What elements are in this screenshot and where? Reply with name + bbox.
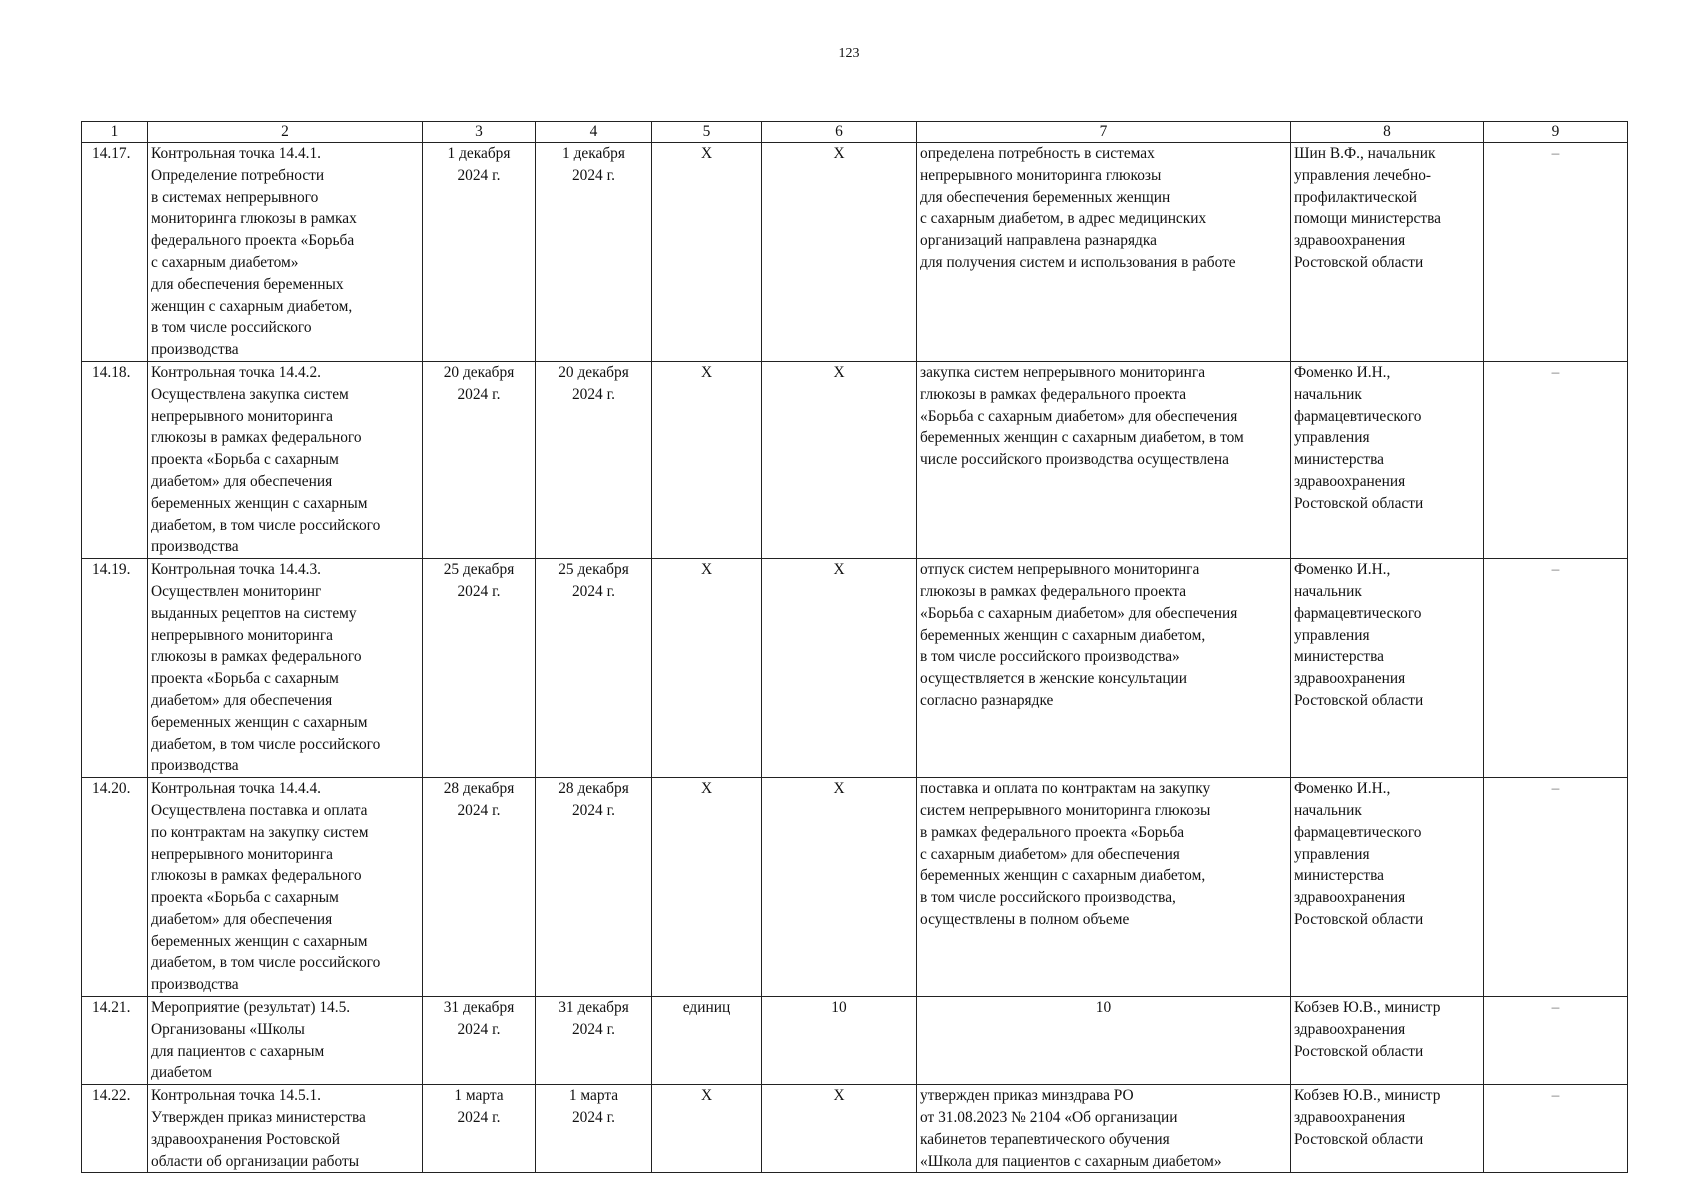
end-date-cell	[536, 1085, 652, 1173]
event-name-line: Осуществлен мониторинг	[151, 582, 322, 600]
start-date-cell	[423, 559, 536, 778]
result-cell	[917, 361, 1291, 558]
event-name-cell	[148, 143, 423, 362]
responsible-line: Кобзев Ю.В., министр	[1294, 1087, 1441, 1105]
result-cell	[917, 997, 1291, 1085]
result-line: с сахарным диабетом» для обеспечения	[920, 845, 1180, 863]
note-cell	[1484, 1085, 1628, 1173]
responsible-line: фармацевтического	[1294, 407, 1422, 425]
responsible-line: Ростовской области	[1294, 494, 1424, 512]
responsible-line: Ростовской области	[1294, 1130, 1424, 1148]
event-name-line: Контрольная точка 14.4.2.	[151, 363, 322, 381]
start-date-line: 2024 г.	[457, 801, 501, 819]
event-name-line: по контрактам на закупку систем	[151, 823, 369, 841]
row-number-cell	[82, 778, 148, 997]
plan-value: Х	[833, 561, 845, 579]
end-date-line: 2024 г.	[571, 1109, 616, 1127]
result-line: беременных женщин с сахарным диабетом,	[920, 626, 1206, 644]
responsible-line: здравоохранения	[1294, 472, 1406, 490]
event-name-line: здравоохранения Ростовской	[151, 1130, 340, 1148]
event-name-line: диабетом» для обеспечения	[151, 472, 333, 490]
note-cell	[1484, 997, 1628, 1085]
result-line: от 31.08.2023 № 2104 «Об организации	[920, 1109, 1178, 1127]
table-row	[82, 997, 1628, 1085]
end-date-line: 2024 г.	[571, 582, 616, 600]
result-line: согласно разнарядке	[920, 691, 1054, 709]
result-line: непрерывного мониторинга глюкозы	[920, 166, 1162, 184]
responsible-line: Ростовской области	[1294, 1042, 1424, 1060]
unit-value: Х	[700, 145, 713, 162]
start-date-line: 2024 г.	[457, 166, 501, 184]
result-line: организаций направлена разнарядка	[920, 232, 1157, 250]
plan-value-cell	[762, 997, 917, 1085]
responsible-cell	[1291, 559, 1484, 778]
header-row	[82, 122, 1628, 143]
event-name-line: проекта «Борьба с сахарным	[151, 889, 339, 907]
end-date-cell	[536, 361, 652, 558]
responsible-line: Фоменко И.Н.,	[1294, 780, 1391, 798]
responsible-cell	[1291, 1085, 1484, 1173]
responsible-line: Шин В.Ф., начальник	[1294, 145, 1436, 162]
event-name-line: производства	[151, 538, 239, 556]
event-name-line: Контрольная точка 14.4.1.	[151, 145, 322, 162]
row-number: 14.18.	[92, 363, 131, 381]
event-name-line: проекта «Борьба с сахарным	[151, 670, 339, 688]
plan-value-cell	[762, 1085, 917, 1173]
result-line: «Борьба с сахарным диабетом» для обеспечения	[920, 604, 1238, 622]
event-name-line: Контрольная точка 14.4.4.	[151, 780, 322, 798]
event-name-line: Определение потребности	[151, 166, 325, 184]
table-row	[82, 778, 1628, 997]
note-value: –	[1551, 363, 1560, 381]
row-number: 14.22.	[92, 1087, 131, 1105]
responsible-line: Ростовской области	[1294, 691, 1424, 709]
end-date-line: 2024 г.	[571, 385, 616, 403]
event-name-line: диабетом» для обеспечения	[151, 691, 333, 709]
result-line: в том числе российского производства»	[920, 648, 1180, 666]
responsible-line: управления	[1294, 845, 1370, 863]
event-name-cell	[148, 559, 423, 778]
row-number-cell	[82, 559, 148, 778]
responsible-line: начальник	[1294, 801, 1362, 819]
note-value: –	[1551, 780, 1560, 798]
event-name-line: диабетом, в том числе российского	[151, 954, 381, 972]
event-name-line: в том числе российского	[151, 319, 312, 337]
column-header: 6	[762, 122, 917, 143]
plan-value: Х	[833, 780, 845, 798]
event-name-line: диабетом, в том числе российского	[151, 735, 381, 753]
column-header: 2	[148, 122, 423, 143]
unit-cell	[652, 778, 762, 997]
responsible-line: начальник	[1294, 582, 1362, 600]
event-name-line: женщин с сахарным диабетом,	[151, 297, 353, 315]
table-row	[82, 143, 1628, 362]
start-date-line: 25 декабря	[443, 561, 515, 579]
responsible-cell	[1291, 997, 1484, 1085]
end-date-line: 1 декабря	[562, 145, 625, 162]
plan-value-cell	[762, 559, 917, 778]
result-line: утвержден приказ минздрава РО	[920, 1087, 1134, 1105]
result-line: закупка систем непрерывного мониторинга	[920, 363, 1206, 381]
start-date-cell	[423, 778, 536, 997]
event-name-line: диабетом» для обеспечения	[151, 910, 333, 928]
result-cell	[917, 1085, 1291, 1173]
responsible-line: управления	[1294, 429, 1370, 447]
end-date-line: 2024 г.	[571, 166, 616, 184]
row-number-cell	[82, 361, 148, 558]
start-date-line: 28 декабря	[443, 780, 515, 798]
event-name-line: глюкозы в рамках федерального	[151, 648, 362, 666]
row-number-cell	[82, 997, 148, 1085]
unit-value: Х	[700, 363, 713, 381]
responsible-line: министерства	[1294, 867, 1384, 885]
end-date-cell	[536, 559, 652, 778]
responsible-cell	[1291, 778, 1484, 997]
event-name-line: беременных женщин с сахарным	[151, 713, 368, 731]
end-date-line: 2024 г.	[571, 1020, 616, 1038]
column-header: 9	[1484, 122, 1628, 143]
end-date-cell	[536, 778, 652, 997]
column-header: 7	[917, 122, 1291, 143]
event-name-line: беременных женщин с сахарным	[151, 494, 368, 512]
start-date-cell	[423, 1085, 536, 1173]
event-name-line: Осуществлена поставка и оплата	[151, 801, 368, 819]
unit-cell	[652, 997, 762, 1085]
event-name-line: непрерывного мониторинга	[151, 626, 333, 644]
responsible-line: здравоохранения	[1294, 889, 1406, 907]
result-line: в том числе российского производства,	[920, 889, 1176, 907]
result-line: в рамках федерального проекта «Борьба	[920, 823, 1185, 841]
event-name-line: области об организации работы	[151, 1152, 360, 1170]
start-date-cell	[423, 361, 536, 558]
event-name-line: Организованы «Школы	[151, 1020, 305, 1038]
responsible-line: управления лечебно-	[1294, 166, 1432, 184]
event-name-line: для обеспечения беременных	[151, 275, 344, 293]
responsible-line: Фоменко И.Н.,	[1294, 363, 1391, 381]
note-value: –	[1551, 145, 1560, 162]
event-name-cell	[148, 361, 423, 558]
event-name-cell	[148, 1085, 423, 1173]
event-name-line: глюкозы в рамках федерального	[151, 867, 362, 885]
event-name-line: диабетом, в том числе российского	[151, 516, 381, 534]
event-name-line: диабетом	[151, 1064, 213, 1082]
plan-value: Х	[833, 363, 845, 381]
responsible-line: управления	[1294, 626, 1370, 644]
event-name-line: в системах непрерывного	[151, 188, 319, 206]
end-date-line: 1 марта	[568, 1087, 619, 1105]
start-date-line: 2024 г.	[457, 582, 501, 600]
event-name-cell	[148, 778, 423, 997]
result-line: 10	[1095, 999, 1112, 1017]
end-date-line: 25 декабря	[558, 561, 629, 579]
event-name-line: производства	[151, 976, 239, 994]
result-line: определена потребность в системах	[920, 145, 1155, 162]
responsible-line: здравоохранения	[1294, 1109, 1406, 1127]
table-row	[82, 361, 1628, 558]
result-cell	[917, 778, 1291, 997]
column-header: 8	[1291, 122, 1484, 143]
result-line: отпуск систем непрерывного мониторинга	[920, 561, 1200, 579]
plan-table	[81, 121, 1628, 1173]
event-name-cell	[148, 997, 423, 1085]
result-line: осуществлены в полном объеме	[920, 910, 1130, 928]
responsible-line: Кобзев Ю.В., министр	[1294, 999, 1441, 1017]
unit-value: Х	[700, 780, 713, 798]
end-date-cell	[536, 997, 652, 1085]
start-date-line: 1 декабря	[447, 145, 511, 162]
column-header: 4	[536, 122, 652, 143]
responsible-line: начальник	[1294, 385, 1362, 403]
event-name-line: мониторинга глюкозы в рамках	[151, 210, 357, 228]
note-value: –	[1551, 1087, 1560, 1105]
responsible-line: министерства	[1294, 648, 1384, 666]
start-date-cell	[423, 997, 536, 1085]
unit-cell	[652, 361, 762, 558]
result-line: для обеспечения беременных женщин	[920, 188, 1171, 206]
start-date-line: 2024 г.	[457, 1020, 501, 1038]
responsible-line: фармацевтического	[1294, 604, 1422, 622]
event-name-line: Утвержден приказ министерства	[151, 1109, 366, 1127]
table-row	[82, 559, 1628, 778]
table-body	[82, 143, 1628, 1173]
plan-value-cell	[762, 143, 917, 362]
event-name-line: непрерывного мониторинга	[151, 845, 333, 863]
start-date-cell	[423, 143, 536, 362]
responsible-cell	[1291, 361, 1484, 558]
result-line: глюкозы в рамках федерального проекта	[920, 385, 1187, 403]
row-number: 14.20.	[92, 780, 131, 798]
result-line: поставка и оплата по контрактам на закупку	[920, 780, 1211, 798]
note-cell	[1484, 143, 1628, 362]
event-name-line: для пациентов с сахарным	[151, 1042, 325, 1060]
unit-value: Х	[700, 561, 713, 579]
start-date-line: 2024 г.	[457, 1109, 501, 1127]
result-line: «Школа для пациентов с сахарным диабетом»	[920, 1152, 1222, 1170]
result-line: числе российского производства осуществлена	[920, 451, 1229, 469]
result-line: беременных женщин с сахарным диабетом, в том	[920, 429, 1244, 447]
event-name-line: выданных рецептов на систему	[151, 604, 357, 622]
end-date-line: 20 декабря	[558, 363, 629, 381]
responsible-line: здравоохранения	[1294, 1020, 1406, 1038]
responsible-cell	[1291, 143, 1484, 362]
start-date-line: 31 декабря	[443, 999, 515, 1017]
row-number: 14.17.	[92, 145, 131, 162]
row-number-cell	[82, 143, 148, 362]
event-name-line: непрерывного мониторинга	[151, 407, 333, 425]
plan-value: 10	[831, 999, 847, 1017]
unit-cell	[652, 559, 762, 778]
responsible-line: Ростовской области	[1294, 910, 1424, 928]
responsible-line: здравоохранения	[1294, 232, 1406, 250]
event-name-line: Контрольная точка 14.5.1.	[151, 1087, 322, 1105]
plan-value-cell	[762, 778, 917, 997]
event-name-line: Контрольная точка 14.4.3.	[151, 561, 322, 579]
result-line: систем непрерывного мониторинга глюкозы	[920, 801, 1211, 819]
responsible-line: помощи министерства	[1294, 210, 1441, 228]
result-line: кабинетов терапевтического обучения	[920, 1130, 1170, 1148]
responsible-line: министерства	[1294, 451, 1384, 469]
event-name-line: проекта «Борьба с сахарным	[151, 451, 339, 469]
event-name-line: производства	[151, 757, 239, 775]
result-cell	[917, 559, 1291, 778]
note-cell	[1484, 559, 1628, 778]
event-name-line: производства	[151, 341, 239, 359]
event-name-line: глюкозы в рамках федерального	[151, 429, 362, 447]
plan-value: Х	[833, 145, 845, 162]
result-line: беременных женщин с сахарным диабетом,	[920, 867, 1206, 885]
result-line: осуществляется в женские консультации	[920, 670, 1188, 688]
column-header: 5	[652, 122, 762, 143]
responsible-line: Ростовской области	[1294, 253, 1424, 271]
result-line: с сахарным диабетом, в адрес медицинских	[920, 210, 1207, 228]
note-cell	[1484, 361, 1628, 558]
row-number: 14.21.	[92, 999, 131, 1017]
responsible-line: фармацевтического	[1294, 823, 1422, 841]
unit-value: единиц	[682, 999, 731, 1017]
row-number: 14.19.	[92, 561, 131, 579]
end-date-cell	[536, 143, 652, 362]
start-date-line: 1 марта	[454, 1087, 504, 1105]
plan-value: Х	[833, 1087, 845, 1105]
result-cell	[917, 143, 1291, 362]
result-line: для получения систем и использования в работе	[920, 253, 1236, 271]
responsible-line: Фоменко И.Н.,	[1294, 561, 1391, 579]
note-value: –	[1551, 561, 1560, 579]
start-date-line: 2024 г.	[457, 385, 501, 403]
start-date-line: 20 декабря	[443, 363, 515, 381]
end-date-line: 28 декабря	[558, 780, 629, 798]
event-name-line: с сахарным диабетом»	[151, 253, 299, 271]
unit-cell	[652, 1085, 762, 1173]
event-name-line: Осуществлена закупка систем	[151, 385, 349, 403]
unit-value: Х	[700, 1087, 713, 1105]
note-value: –	[1551, 999, 1560, 1017]
result-line: «Борьба с сахарным диабетом» для обеспечения	[920, 407, 1238, 425]
event-name-line: беременных женщин с сахарным	[151, 932, 368, 950]
end-date-line: 31 декабря	[558, 999, 629, 1017]
unit-cell	[652, 143, 762, 362]
page-number: 123	[838, 46, 860, 61]
column-header: 1	[82, 122, 148, 143]
event-name-line: Мероприятие (результат) 14.5.	[151, 999, 351, 1017]
result-line: глюкозы в рамках федерального проекта	[920, 582, 1187, 600]
row-number-cell	[82, 1085, 148, 1173]
table-row	[82, 1085, 1628, 1173]
responsible-line: здравоохранения	[1294, 670, 1406, 688]
event-name-line: федерального проекта «Борьба	[151, 232, 355, 250]
responsible-line: профилактической	[1294, 188, 1417, 206]
plan-value-cell	[762, 361, 917, 558]
column-header: 3	[423, 122, 536, 143]
end-date-line: 2024 г.	[571, 801, 616, 819]
note-cell	[1484, 778, 1628, 997]
